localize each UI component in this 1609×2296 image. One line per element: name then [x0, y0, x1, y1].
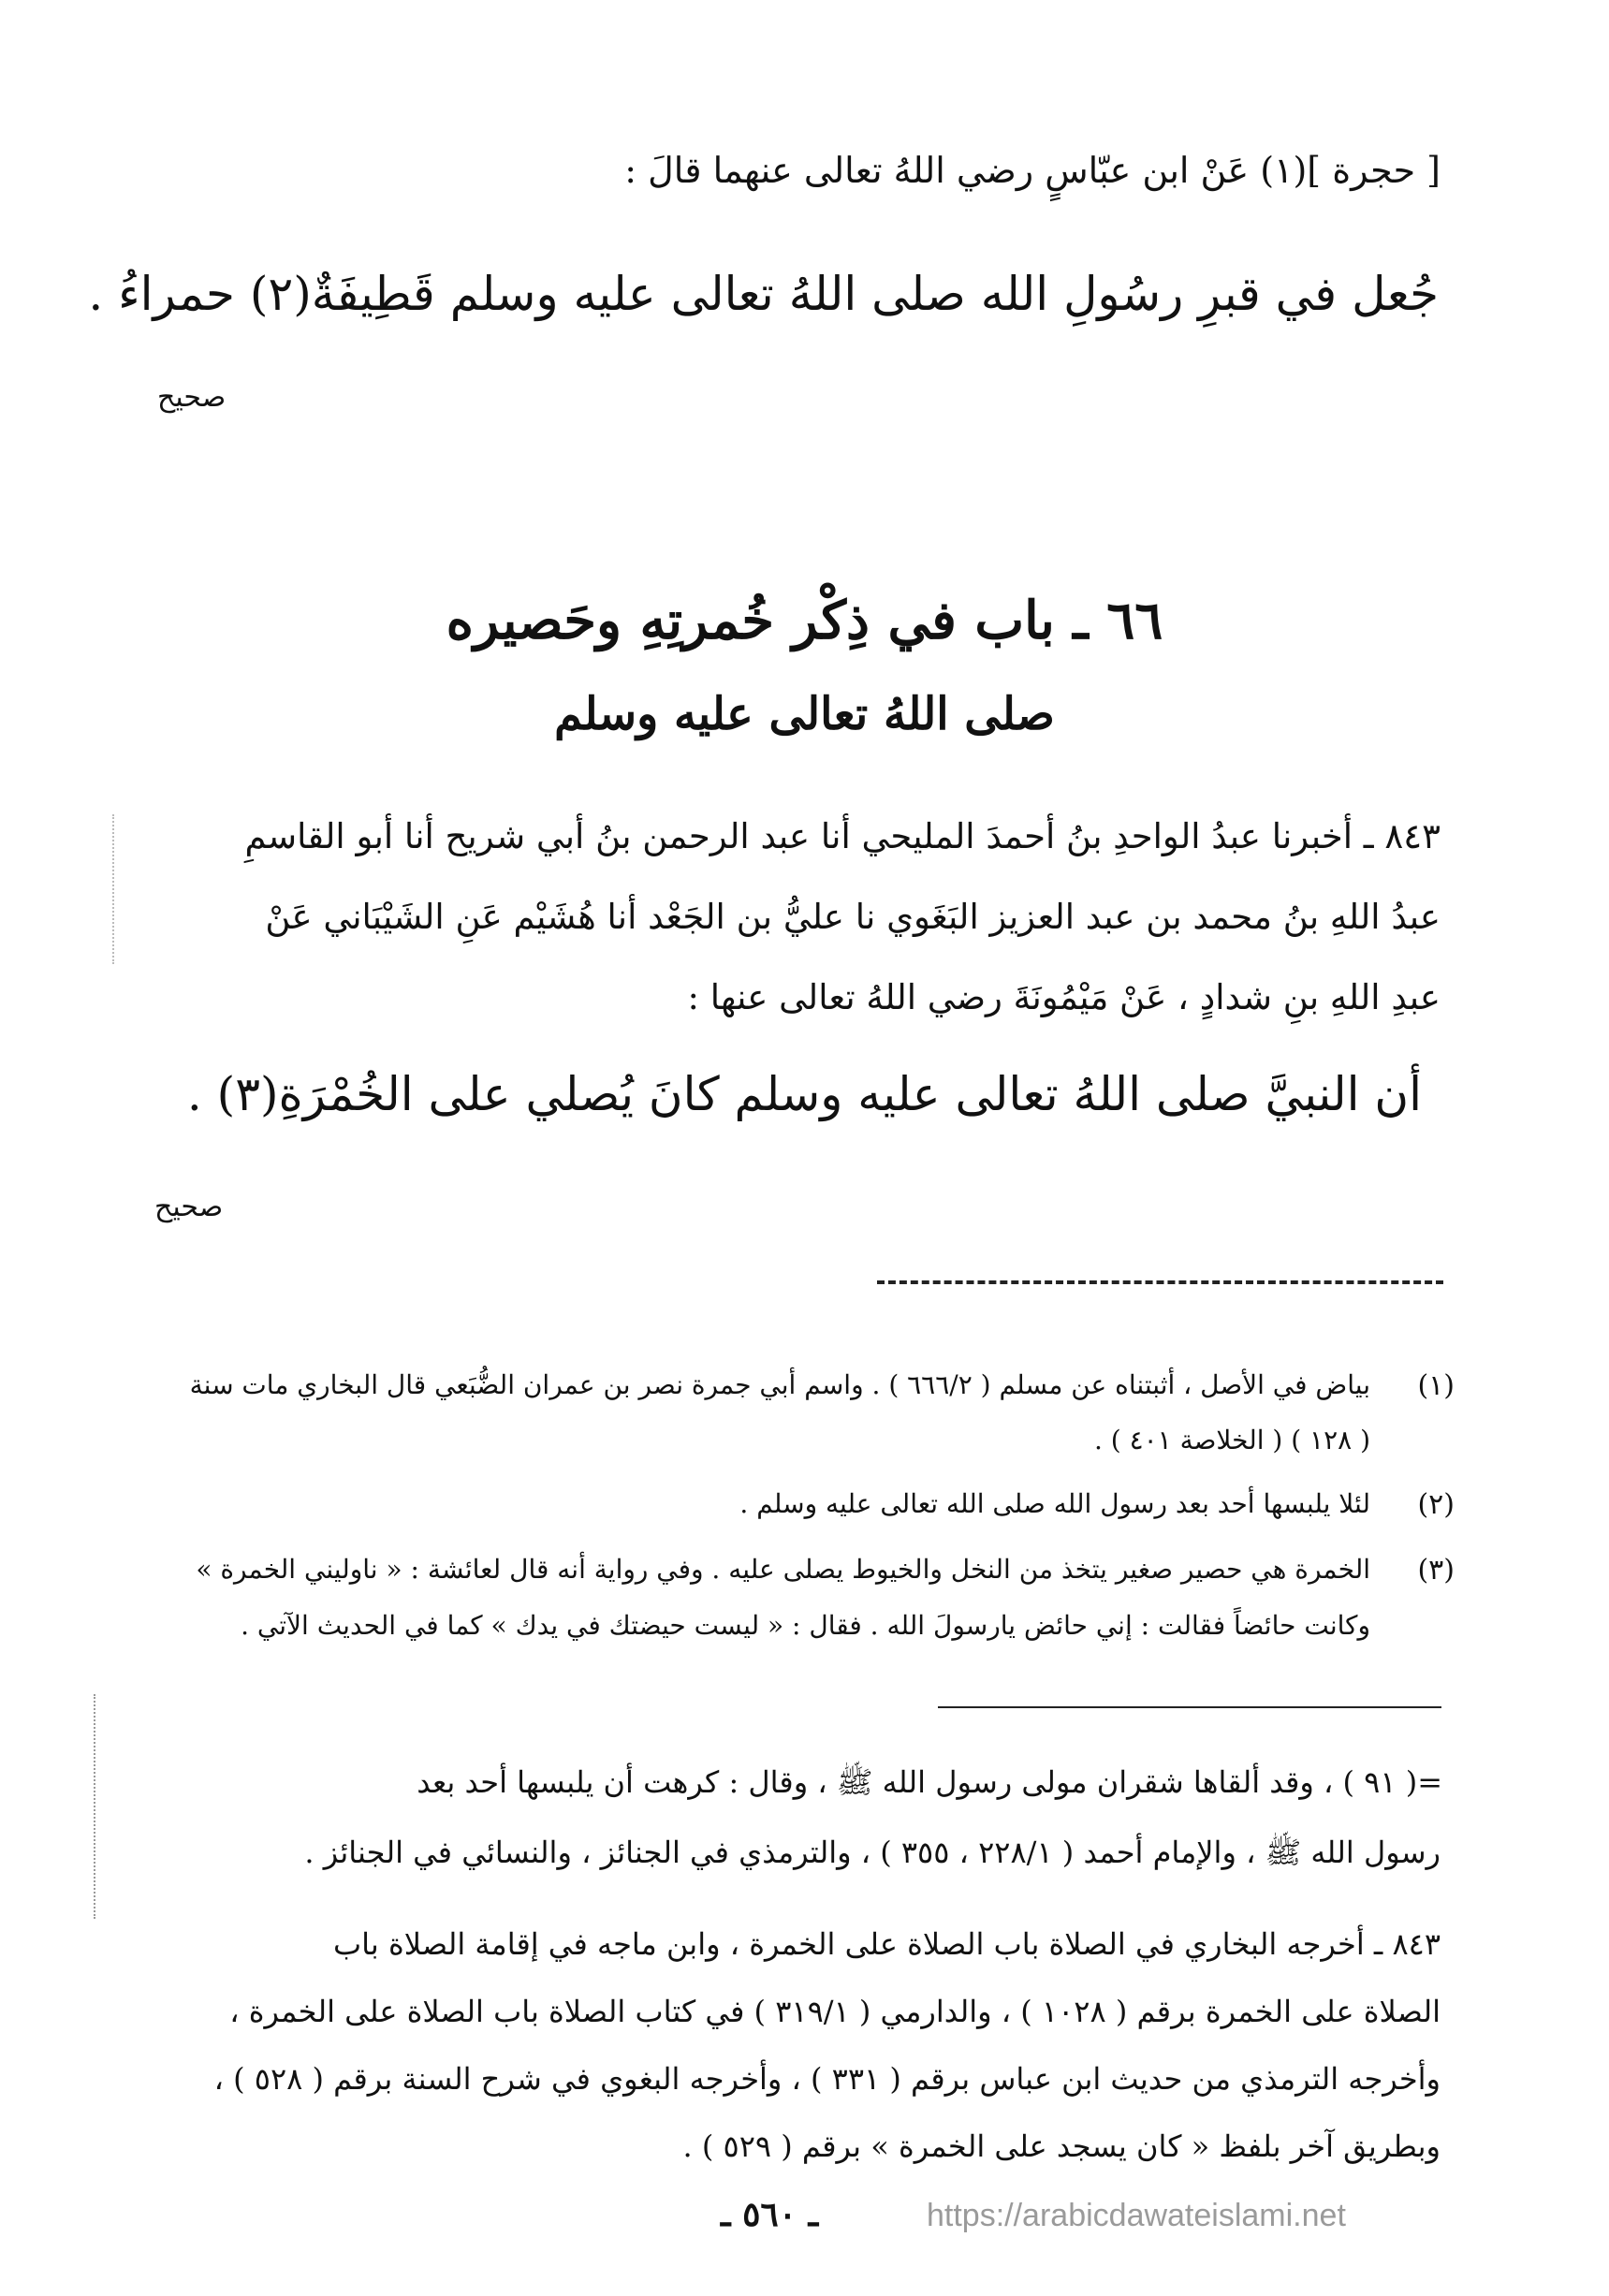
hadith-text: جُعل في قبرِ رسُولِ الله صلى اللهُ تعالى عليه وسلم قَطِيفَةٌ(٢) حمراءُ .	[88, 267, 1439, 321]
page-number: ـ ٥٦٠ ـ	[721, 2195, 819, 2234]
scan-margin-mark	[112, 814, 118, 964]
footnote-line: وكانت حائضاً فقالت : إني حائض يارسولَ الله . فقال : « ليست حيضتك في يدك » كما في الحديث الآتي .	[241, 1610, 1370, 1641]
takhrij-line-2: الصلاة على الخمرة برقم ( ١٠٢٨ ) ، والدارمي ( ٣١٩/١ ) في كتاب الصلاة باب الصلاة على الخمرة ،	[229, 1994, 1441, 2029]
chapter-title: ٦٦ ـ باب في ذِكْر خُمرتِهِ وحَصيره	[446, 590, 1163, 651]
isnad-line-3: عبدِ اللهِ بنِ شدادٍ ، عَنْ مَيْمُونَةَ رضي اللهُ تعالى عنها :	[687, 977, 1441, 1017]
takhrij-line-4: وبطريق آخر بلفظ « كان يسجد على الخمرة » برقم ( ٥٢٩ ) .	[682, 2128, 1441, 2164]
footnote-line: ( ١٢٨ ) ( الخلاصة ٤٠١ ) .	[1093, 1425, 1370, 1455]
takhrij-line-1: ٨٤٣ ـ أخرجه البخاري في الصلاة باب الصلاة على الخمرة ، وابن ماجه في إقامة الصلاة باب	[333, 1926, 1441, 1962]
footnote-rule	[938, 1706, 1441, 1708]
footnote-line: لئلا يلبسها أحد بعد رسول الله صلى الله تعالى عليه وسلم .	[739, 1488, 1370, 1519]
grade-label-843: صحيح	[154, 1191, 224, 1223]
isnad-line-1: ٨٤٣ ـ أخبرنا عبدُ الواحدِ بنُ أحمدَ المليحي أنا عبد الرحمن بنُ أبي شريح أنا أبو القاسمِ	[244, 816, 1441, 856]
hadith-text-843: أن النبيَّ صلى اللهُ تعالى عليه وسلم كانَ يُصلي على الخُمْرَةِ(٣) .	[186, 1067, 1422, 1121]
grade-label: صحيح	[157, 381, 227, 414]
footnote-number: (١)	[1417, 1369, 1455, 1402]
chapter-subtitle: صلى اللهُ تعالى عليه وسلم	[554, 688, 1055, 740]
watermark-url: https://arabicdawateislami.net	[927, 2198, 1346, 2233]
scan-margin-mark	[94, 1694, 99, 1919]
footnote-line: بياض في الأصل ، أثبتناه عن مسلم ( ٦٦٦/٢ ) . واسم أبي جمرة نصر بن عمران الضُّبَعي قال البخاري مات سنة	[189, 1369, 1370, 1400]
footnote-line: الخمرة هي حصير صغير يتخذ من النخل والخيوط يصلى عليه . وفي رواية أنه قال لعائشة : « ناوليني الخمرة »	[196, 1554, 1370, 1585]
takhrij-cont-line-1: =( ٩١ ) ، وقد ألقاها شقران مولى رسول الله ﷺ ، وقال : كرهت أن يلبسها أحد بعد	[417, 1764, 1442, 1800]
footnote-number: (٢)	[1417, 1488, 1455, 1521]
footnote-number: (٣)	[1417, 1554, 1455, 1587]
isnad-line-2: عبدُ اللهِ بنُ محمد بن عبد العزيز البَغَوي نا عليُّ بن الجَعْد أنا هُشَيْم عَنِ الشَيْبَاني عَنْ	[265, 897, 1441, 937]
section-divider	[877, 1280, 1443, 1284]
takhrij-line-3: وأخرجه الترمذي من حديث ابن عباس برقم ( ٣٣١ ) ، وأخرجه البغوي في شرح السنة برقم ( ٥٢٨ ) ،	[213, 2061, 1441, 2097]
takhrij-cont-line-2: رسول الله ﷺ ، والإمام أحمد ( ٢٢٨/١ ، ٣٥٥ ) ، والترمذي في الجنائز ، والنسائي في الجنائز .	[304, 1835, 1441, 1870]
intro-line: [ حجرة ](١) عَنْ ابن عبّاسٍ رضي اللهُ تعالى عنهما قالَ :	[624, 150, 1441, 191]
